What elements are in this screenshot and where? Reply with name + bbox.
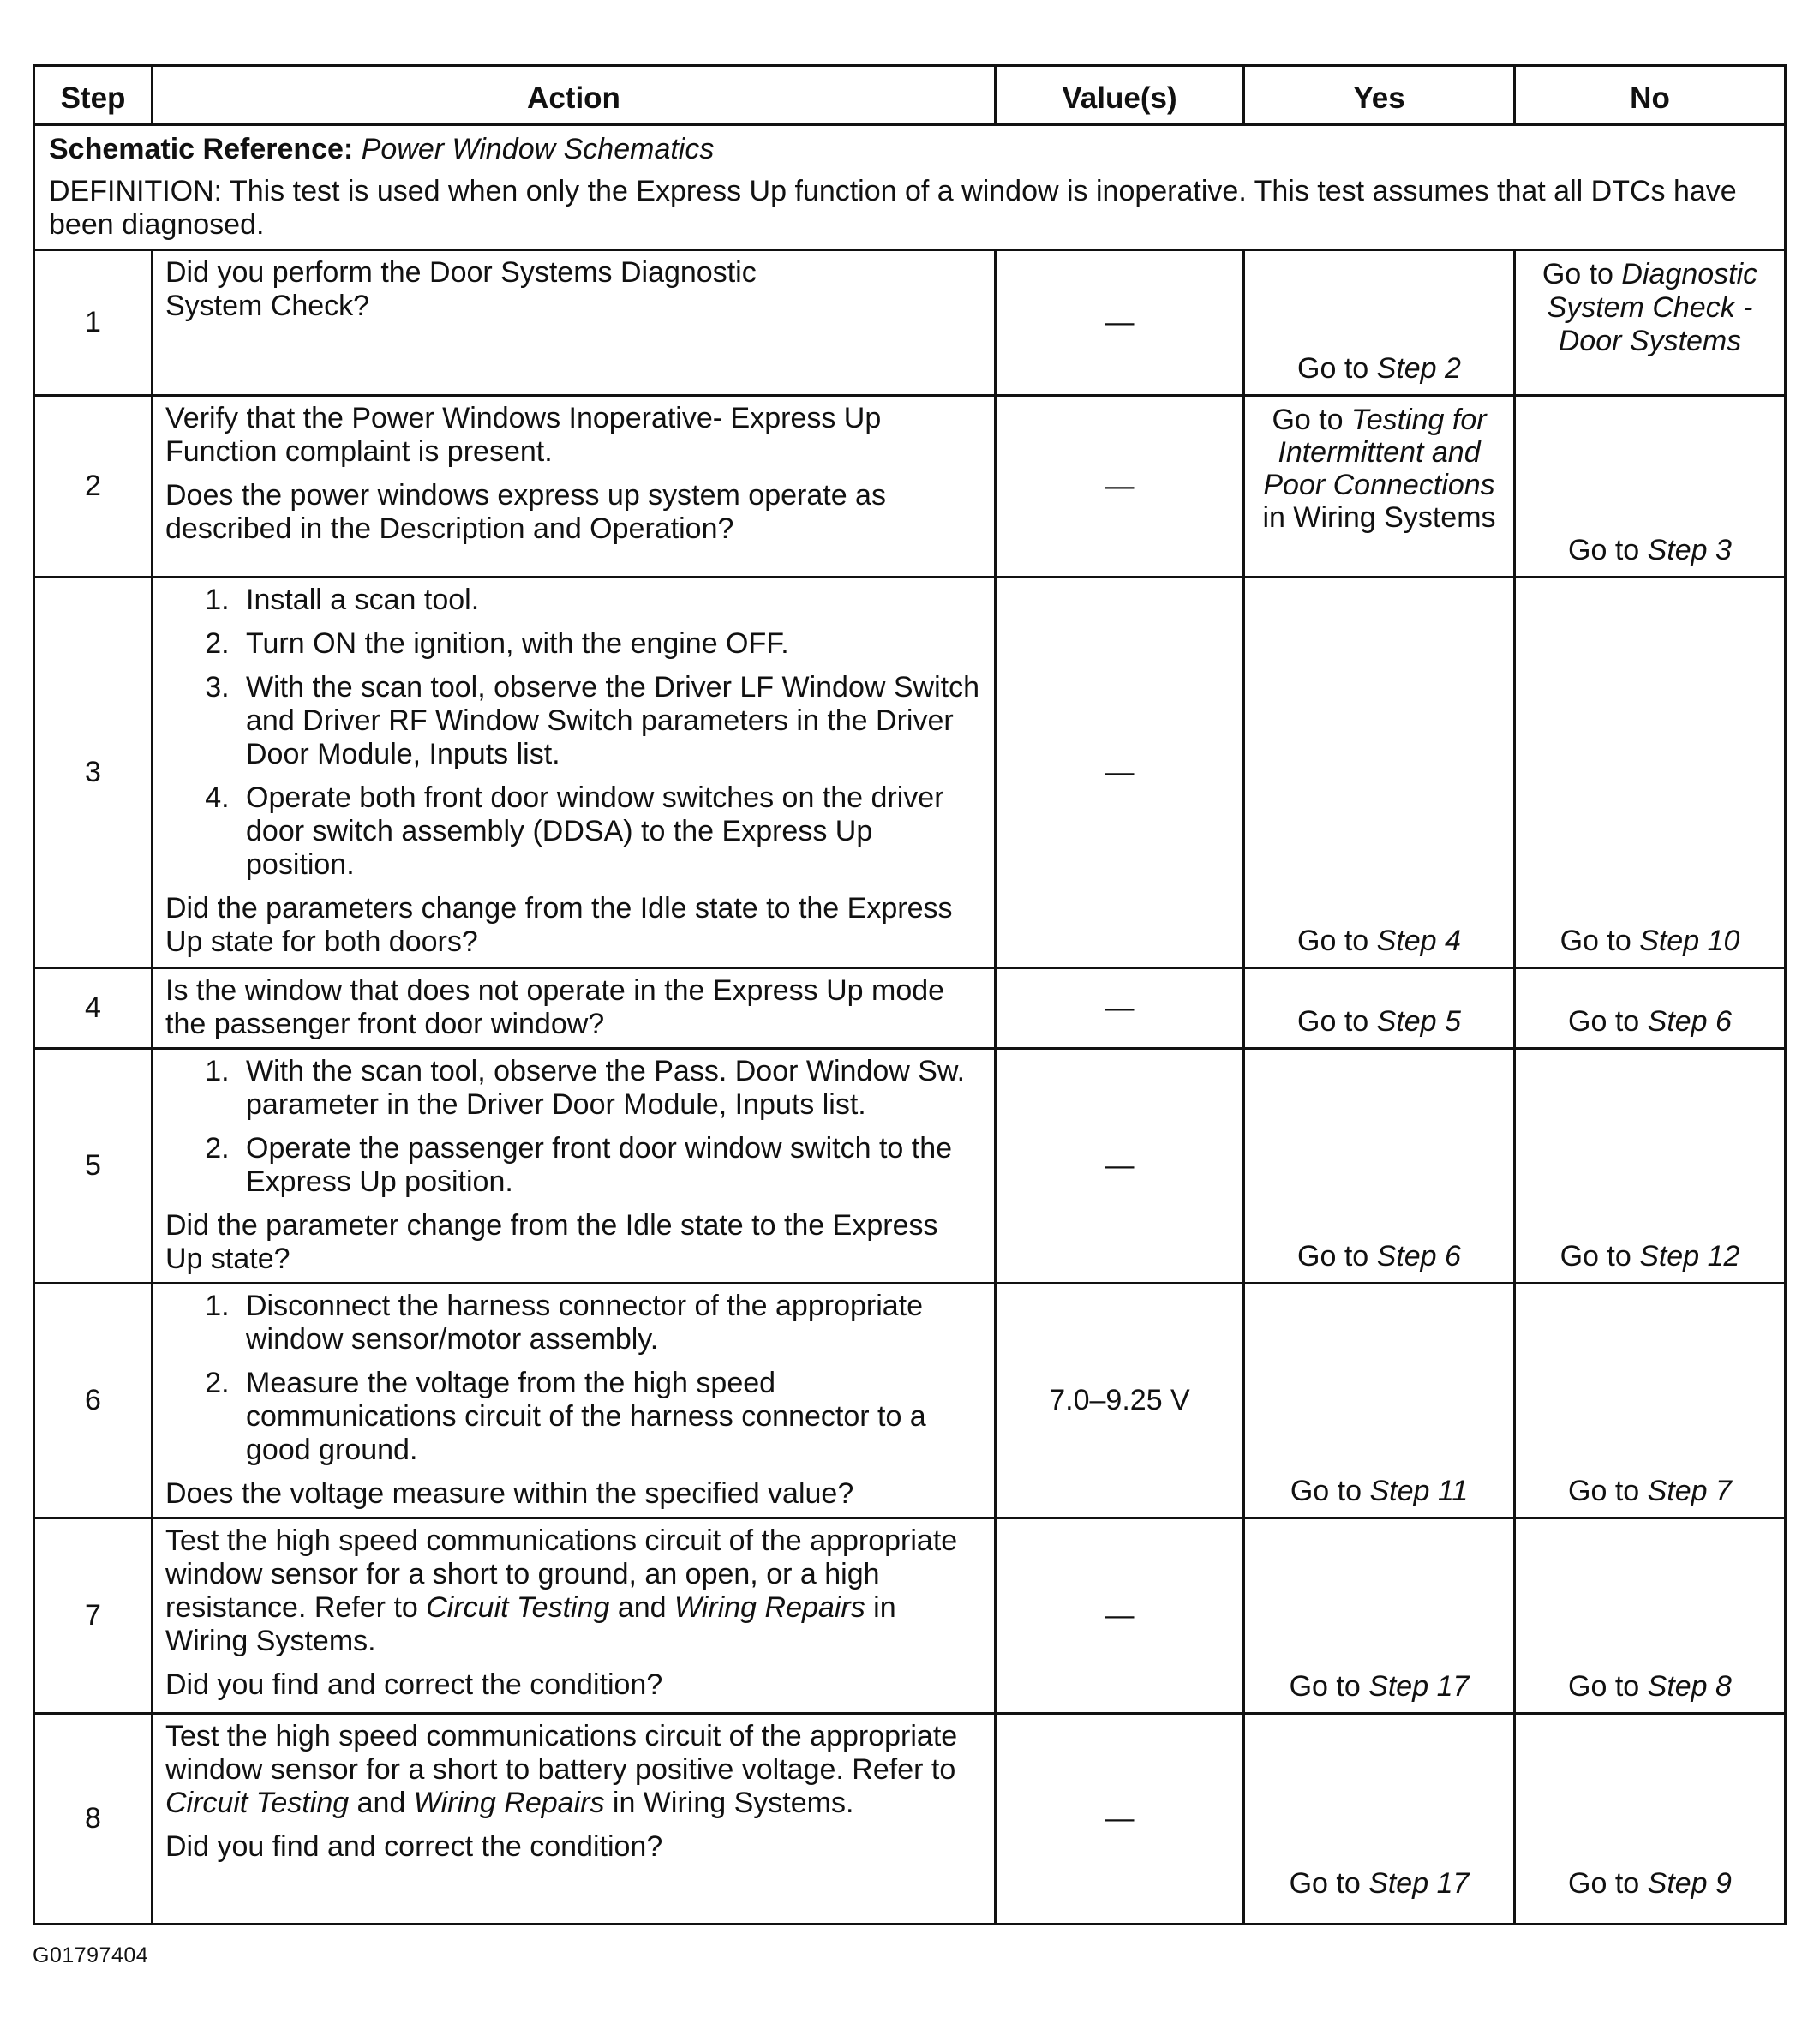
action-question: Does the power windows express up system operate as described in the Description and Operation? [165, 479, 886, 545]
diagnostic-table [33, 64, 1787, 1925]
action-cell [153, 396, 996, 578]
wiring-repairs-link[interactable]: Wiring Repairs [413, 1787, 605, 1819]
step-number: 7 [34, 1518, 153, 1714]
table-row [34, 250, 1786, 396]
action-step: 2. Operate the passenger front door window switch to the Express Up position. [237, 1132, 982, 1199]
action-cell [153, 578, 996, 968]
action-steps [165, 1055, 982, 1199]
action-text-a: Test the high speed communications circuit of the appropriate window sensor for a short to ground, an open, or a high resistance. Refer to [165, 1524, 958, 1624]
action-cell [153, 1714, 996, 1925]
no-cell [1515, 968, 1786, 1049]
schematic-cell [34, 125, 1786, 250]
action-step: 4. Operate both front door window switches on the driver door switch assembly (DDSA) to the Express Up position. [237, 781, 982, 882]
header-yes: Yes [1244, 66, 1515, 125]
step-number: 3 [34, 578, 153, 968]
value-cell: — [996, 968, 1244, 1049]
yes-cell [1244, 968, 1515, 1049]
step-number: 1 [34, 250, 153, 396]
no-prefix: Go to [1568, 1867, 1648, 1900]
yes-prefix: Go to [1297, 352, 1377, 385]
value-cell: — [996, 1518, 1244, 1714]
table-row [34, 1518, 1786, 1714]
yes-cell [1244, 396, 1515, 578]
diagnostic-table-sheet [33, 64, 1784, 1925]
no-link[interactable]: Step 8 [1647, 1670, 1732, 1703]
no-link[interactable]: Step 9 [1647, 1867, 1732, 1900]
action-text-c: in Wiring Systems. [165, 1591, 896, 1657]
yes-prefix: Go to [1297, 1005, 1377, 1038]
yes-link[interactable]: Step 17 [1368, 1670, 1470, 1703]
no-prefix: Go to [1568, 1475, 1648, 1507]
circuit-testing-link[interactable]: Circuit Testing [165, 1787, 350, 1819]
action-cell [153, 1284, 996, 1518]
action-text-a: Test the high speed communications circuit of the appropriate window sensor for a short to battery positive voltage. Refer to [165, 1720, 958, 1786]
definition-text: DEFINITION: This test is used when only the Express Up function of a window is inoperative. This test assumes that all DTCs have been diagnosed. [49, 175, 1737, 241]
header-action: Action [153, 66, 996, 125]
no-prefix: Go to [1560, 925, 1640, 957]
yes-cell [1244, 578, 1515, 968]
yes-cell [1244, 250, 1515, 396]
action-cell [153, 1518, 996, 1714]
yes-link[interactable]: Step 11 [1369, 1475, 1469, 1507]
action-question: Is the window that does not operate in the Express Up mode the passenger front door window? [165, 974, 945, 1040]
action-step: 1. Disconnect the harness connector of the appropriate window sensor/motor assembly. [237, 1290, 982, 1356]
action-text-b: and [349, 1787, 414, 1819]
table-row [34, 578, 1786, 968]
action-step: 2. Turn ON the ignition, with the engine OFF. [237, 627, 982, 661]
header-no: No [1515, 66, 1786, 125]
action-steps [165, 584, 982, 882]
table-row [34, 968, 1786, 1049]
action-step: 1. With the scan tool, observe the Pass. Door Window Sw. parameter in the Driver Door Module, Inputs list. [237, 1055, 982, 1122]
action-question: Did the parameters change from the Idle state to the Express Up state for both doors? [165, 892, 953, 958]
no-prefix: Go to [1568, 1670, 1648, 1703]
no-cell [1515, 250, 1786, 396]
action-question: Did you perform the Door Systems Diagnostic System Check? [165, 256, 757, 322]
no-link[interactable]: Step 6 [1647, 1005, 1732, 1038]
action-cell [153, 968, 996, 1049]
table-row [34, 1714, 1786, 1925]
header-step: Step [34, 66, 153, 125]
action-question: Did the parameter change from the Idle state to the Express Up state? [165, 1209, 938, 1275]
yes-cell [1244, 1049, 1515, 1284]
value-cell: — [996, 396, 1244, 578]
action-step: 1. Install a scan tool. [237, 584, 982, 617]
action-text-c: in Wiring Systems. [604, 1787, 854, 1819]
yes-prefix: Go to [1289, 1670, 1369, 1703]
yes-suffix: in Wiring Systems [1262, 501, 1496, 534]
no-cell [1515, 578, 1786, 968]
no-prefix: Go to [1542, 258, 1622, 290]
no-cell [1515, 1284, 1786, 1518]
no-prefix: Go to [1560, 1240, 1640, 1272]
table-row [34, 396, 1786, 578]
action-step: 3. With the scan tool, observe the Driver LF Window Switch and Driver RF Window Switch parameters in the Driver Door Module, Inputs list. [237, 671, 982, 771]
action-question: Does the voltage measure within the specified value? [165, 1477, 854, 1510]
no-link[interactable]: Step 3 [1647, 534, 1732, 566]
no-link[interactable]: Step 12 [1639, 1240, 1740, 1272]
no-prefix: Go to [1568, 534, 1648, 566]
yes-link[interactable]: Testing for Intermittent and Poor Connections [1263, 404, 1495, 501]
value-cell: 7.0–9.25 V [996, 1284, 1244, 1518]
step-number: 6 [34, 1284, 153, 1518]
yes-cell [1244, 1518, 1515, 1714]
yes-prefix: Go to [1272, 404, 1352, 436]
yes-cell [1244, 1284, 1515, 1518]
action-steps [165, 1290, 982, 1467]
action-text: Verify that the Power Windows Inoperative- Express Up Function complaint is present. [165, 402, 882, 468]
figure-code: G01797404 [33, 1943, 149, 1967]
yes-link[interactable]: Step 6 [1376, 1240, 1461, 1272]
action-step: 2. Measure the voltage from the high speed communications circuit of the harness connector to a good ground. [237, 1367, 982, 1467]
header-values: Value(s) [996, 66, 1244, 125]
step-number: 2 [34, 396, 153, 578]
no-cell [1515, 396, 1786, 578]
action-text [165, 1720, 982, 1820]
header-row [34, 66, 1786, 125]
no-link[interactable]: Step 10 [1639, 925, 1740, 957]
circuit-testing-link[interactable]: Circuit Testing [426, 1591, 610, 1624]
value-cell: — [996, 578, 1244, 968]
yes-prefix: Go to [1297, 1240, 1377, 1272]
no-cell [1515, 1049, 1786, 1284]
yes-cell [1244, 1714, 1515, 1925]
action-cell [153, 250, 996, 396]
yes-prefix: Go to [1297, 925, 1377, 957]
step-number: 5 [34, 1049, 153, 1284]
schematic-ref-label: Schematic Reference: [49, 133, 354, 165]
no-cell [1515, 1714, 1786, 1925]
no-cell [1515, 1518, 1786, 1714]
yes-link[interactable]: Step 4 [1376, 925, 1461, 957]
yes-link[interactable]: Step 5 [1376, 1005, 1461, 1038]
schematic-ref-link[interactable]: Power Window Schematics [361, 133, 715, 165]
step-number: 4 [34, 968, 153, 1049]
action-cell [153, 1049, 996, 1284]
yes-link[interactable]: Step 17 [1368, 1867, 1470, 1900]
value-cell: — [996, 250, 1244, 396]
yes-prefix: Go to [1290, 1475, 1370, 1507]
no-link[interactable]: Step 7 [1647, 1475, 1732, 1507]
step-number: 8 [34, 1714, 153, 1925]
value-cell: — [996, 1714, 1244, 1925]
wiring-repairs-link[interactable]: Wiring Repairs [674, 1591, 865, 1624]
yes-link[interactable]: Step 2 [1376, 352, 1461, 385]
no-prefix: Go to [1568, 1005, 1648, 1038]
action-question: Did you find and correct the condition? [165, 1668, 663, 1701]
action-text [165, 1524, 982, 1658]
schematic-row [34, 125, 1786, 250]
table-row [34, 1284, 1786, 1518]
action-text-b: and [609, 1591, 675, 1624]
no-link[interactable]: Diagnostic System Check - Door Systems [1547, 258, 1758, 357]
table-row [34, 1049, 1786, 1284]
action-question: Did you find and correct the condition? [165, 1830, 663, 1863]
value-cell: — [996, 1049, 1244, 1284]
yes-prefix: Go to [1289, 1867, 1369, 1900]
